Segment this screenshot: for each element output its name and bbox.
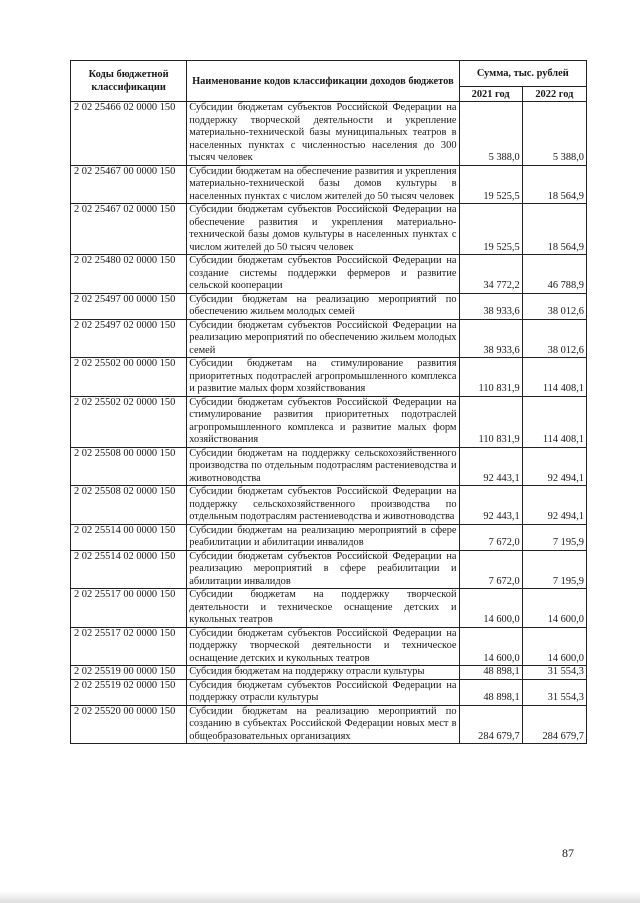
row-sum-2021: 38 933,6 [459,319,522,358]
table-row [71,550,587,589]
table-row [71,589,587,628]
row-name: Субсидии бюджетам на реализацию мероприятий в сфере реабилитации и абилитации инвалидов [187,524,459,550]
row-sum-2022: 31 554,3 [522,679,586,705]
row-sum-2022: 46 788,9 [522,255,586,294]
row-sum-2022: 92 494,1 [522,447,586,486]
table-row [71,358,587,397]
row-sum-2022: 31 554,3 [522,666,586,680]
header-year-2021: 2021 год [459,87,522,102]
revenue-table [70,60,587,744]
row-sum-2021: 48 898,1 [459,679,522,705]
header-name: Наименование кодов классификации доходов бюджетов [187,61,459,102]
scan-edge [0,891,640,903]
row-sum-2022: 38 012,6 [522,293,586,319]
row-sum-2021: 14 600,0 [459,589,522,628]
table-row [71,447,587,486]
row-sum-2021: 7 672,0 [459,550,522,589]
row-code: 2 02 25514 02 0000 150 [71,550,187,589]
row-sum-2022: 14 600,0 [522,627,586,666]
table-row [71,102,587,166]
row-code: 2 02 25517 02 0000 150 [71,627,187,666]
row-sum-2022: 7 195,9 [522,524,586,550]
row-sum-2021: 5 388,0 [459,102,522,166]
row-sum-2021: 92 443,1 [459,447,522,486]
row-name: Субсидии бюджетам субъектов Российской Федерации на поддержку творческой деятельности и техническое оснащение детских и кукольных театров [187,627,459,666]
table-row [71,666,587,680]
row-name: Субсидии бюджетам субъектов Российской Федерации на реализацию мероприятий по обеспечению жильем молодых семей [187,319,459,358]
table-row [71,524,587,550]
row-code: 2 02 25508 00 0000 150 [71,447,187,486]
table-row [71,396,587,447]
row-code: 2 02 25502 00 0000 150 [71,358,187,397]
row-name: Субсидия бюджетам субъектов Российской Федерации на поддержку отрасли культуры [187,679,459,705]
table-row [71,679,587,705]
row-name: Субсидии бюджетам на реализацию мероприятий по созданию в субъектах Российской Федерации новых мест в общеобразовательных организациях [187,705,459,744]
row-code: 2 02 25519 00 0000 150 [71,666,187,680]
header-sum: Сумма, тыс. рублей [459,61,586,87]
row-name: Субсидии бюджетам субъектов Российской Федерации на поддержку сельскохозяйственного производства по отдельным подотраслям растениеводства и животноводства [187,486,459,525]
row-sum-2021: 19 525,5 [459,165,522,204]
row-sum-2022: 18 564,9 [522,204,586,255]
row-name: Субсидии бюджетам субъектов Российской Федерации на поддержку творческой деятельности и укрепление материально-технической базы муниципальных театров в населенных пунктах с численностью населения до 300 тысяч человек [187,102,459,166]
row-name: Субсидии бюджетам субъектов Российской Федерации на создание системы поддержки фермеров и развитие сельской кооперации [187,255,459,294]
row-sum-2021: 34 772,2 [459,255,522,294]
table-row [71,204,587,255]
row-code: 2 02 25514 00 0000 150 [71,524,187,550]
row-code: 2 02 25466 02 0000 150 [71,102,187,166]
table-row [71,705,587,744]
row-name: Субсидии бюджетам на поддержку творческой деятельности и техническое оснащение детских и кукольных театров [187,589,459,628]
row-name: Субсидия бюджетам на поддержку отрасли культуры [187,666,459,680]
row-sum-2021: 92 443,1 [459,486,522,525]
row-name: Субсидии бюджетам субъектов Российской Федерации на реализацию мероприятий в сфере реабилитации и абилитации инвалидов [187,550,459,589]
row-sum-2022: 114 408,1 [522,358,586,397]
row-code: 2 02 25497 02 0000 150 [71,319,187,358]
table-row [71,293,587,319]
row-sum-2022: 114 408,1 [522,396,586,447]
row-sum-2021: 110 831,9 [459,396,522,447]
row-code: 2 02 25508 02 0000 150 [71,486,187,525]
table-row [71,627,587,666]
table-row [71,319,587,358]
row-code: 2 02 25467 02 0000 150 [71,204,187,255]
row-sum-2021: 7 672,0 [459,524,522,550]
header-year-2022: 2022 год [522,87,586,102]
table-row [71,255,587,294]
row-code: 2 02 25497 00 0000 150 [71,293,187,319]
row-code: 2 02 25517 00 0000 150 [71,589,187,628]
row-sum-2022: 284 679,7 [522,705,586,744]
row-code: 2 02 25520 00 0000 150 [71,705,187,744]
row-sum-2021: 19 525,5 [459,204,522,255]
row-sum-2022: 18 564,9 [522,165,586,204]
row-name: Субсидии бюджетам субъектов Российской Федерации на обеспечение развития и укрепления материально-технической базы домов культуры в населенных пунктах с числом жителей до 50 тысяч человек [187,204,459,255]
table-body [71,102,587,744]
row-sum-2021: 38 933,6 [459,293,522,319]
row-sum-2021: 284 679,7 [459,705,522,744]
row-name: Субсидии бюджетам субъектов Российской Федерации на стимулирование развития приоритетных подотраслей агропромышленного комплекса и развитие малых форм хозяйствования [187,396,459,447]
row-sum-2022: 5 388,0 [522,102,586,166]
row-name: Субсидии бюджетам на обеспечение развития и укрепления материально-технической базы домов культуры в населенных пунктах с числом жителей до 50 тысяч человек [187,165,459,204]
row-sum-2022: 7 195,9 [522,550,586,589]
row-code: 2 02 25467 00 0000 150 [71,165,187,204]
row-sum-2022: 38 012,6 [522,319,586,358]
row-sum-2021: 110 831,9 [459,358,522,397]
row-name: Субсидии бюджетам на стимулирование развития приоритетных подотраслей агропромышленного комплекса и развитие малых форм хозяйствования [187,358,459,397]
row-name: Субсидии бюджетам на поддержку сельскохозяйственного производства по отдельным подотраслям растениеводства и животноводства [187,447,459,486]
row-name: Субсидии бюджетам на реализацию мероприятий по обеспечению жильем молодых семей [187,293,459,319]
row-sum-2022: 14 600,0 [522,589,586,628]
header-code: Коды бюджетной классификации [71,61,187,102]
row-code: 2 02 25480 02 0000 150 [71,255,187,294]
table-row [71,165,587,204]
row-code: 2 02 25502 02 0000 150 [71,396,187,447]
row-code: 2 02 25519 02 0000 150 [71,679,187,705]
row-sum-2022: 92 494,1 [522,486,586,525]
page-number: 87 [562,846,574,860]
row-sum-2021: 14 600,0 [459,627,522,666]
row-sum-2021: 48 898,1 [459,666,522,680]
table-row [71,486,587,525]
